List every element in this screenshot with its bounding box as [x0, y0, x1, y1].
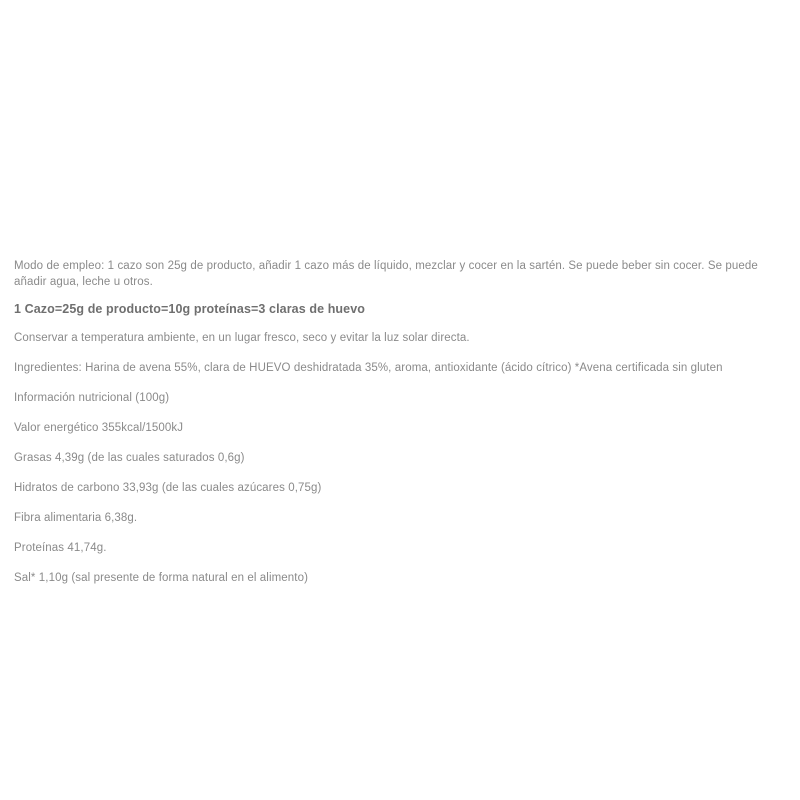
ingredients-list: Ingredientes: Harina de avena 55%, clara de HUEVO deshidratada 35%, aroma, antioxidante (ácido cítrico) *Avena certificada sin gluten	[14, 362, 723, 374]
usage-instructions: Modo de empleo: 1 cazo son 25g de producto, añadir 1 cazo más de líquido, mezclar y cocer en la sartén. Se puede beber sin cocer. Se puede añadir agua, leche u otros.	[14, 260, 758, 288]
storage-instructions: Conservar a temperatura ambiente, en un lugar fresco, seco y evitar la luz solar directa.	[14, 332, 470, 344]
product-details-block	[14, 258, 790, 600]
nutrition-row-salt: Sal* 1,10g (sal presente de forma natural en el alimento)	[14, 572, 309, 584]
nutrition-facts-list	[14, 420, 790, 586]
nutrition-title: Información nutricional (100g)	[14, 392, 170, 404]
nutrition-row-fat: Grasas 4,39g (de las cuales saturados 0,6g)	[14, 452, 245, 464]
serving-equivalence-headline: 1 Cazo=25g de producto=10g proteínas=3 claras de huevo	[14, 302, 366, 316]
nutrition-row-fiber: Fibra alimentaria 6,38g.	[14, 512, 138, 524]
nutrition-row-protein: Proteínas 41,74g.	[14, 542, 107, 554]
nutrition-row-carbohydrates: Hidratos de carbono 33,93g (de las cuales azúcares 0,75g)	[14, 482, 322, 494]
nutrition-row-energy: Valor energético 355kcal/1500kJ	[14, 422, 184, 434]
